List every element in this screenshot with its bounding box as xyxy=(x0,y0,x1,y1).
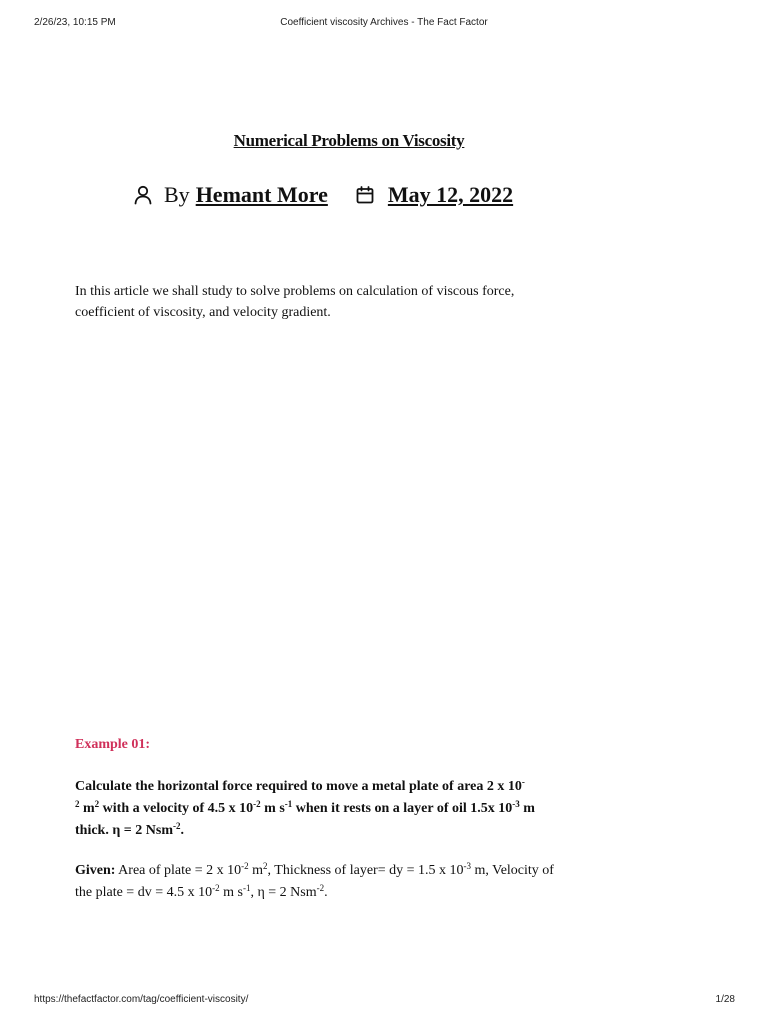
example-question: Calculate the horizontal force required to move a metal plate of area 2 x 10- $^2$ $m^2$ with a velocity of 4.5 x $10^{-2}$ m $s^{-1}$ when it rests on a layer of oil 1.5x $10^{-3}$ m thick. η = 2 Nsm$^{-2}$. xyxy=(75,777,535,838)
person-icon xyxy=(134,185,152,205)
byline xyxy=(134,179,513,211)
byline-by-label: By xyxy=(164,182,190,207)
article-title[interactable]: Numerical Problems on Viscosity xyxy=(233,131,465,150)
date-link[interactable]: May 12, 2022 xyxy=(387,182,514,207)
print-page-title: Coefficient viscosity Archives - The Fact Factor xyxy=(280,17,488,28)
print-url: https://thefactfactor.com/tag/coefficient-viscosity/ xyxy=(34,994,249,1005)
given-label: Given: xyxy=(75,863,116,878)
example-given: Given: Area of plate = 2 x $10^{-2}$ $m^2$, Thickness of layer= dy = 1.5 x $10^{-3}$ m, Velocity of the plate = dv = 4.5 x $10^{-2}$ m $s^{-1}$, η = 2 Nsm$^{-2}$. xyxy=(75,861,554,900)
author-link[interactable]: Hemant More xyxy=(195,182,328,207)
print-datetime: 2/26/23, 10:15 PM xyxy=(34,17,116,28)
print-page-number: 1/28 xyxy=(715,994,735,1005)
example-heading: Example 01: xyxy=(75,737,151,752)
calendar-icon xyxy=(356,186,374,204)
intro-line: In this article we shall study to solve problems on calculation of viscous force, xyxy=(75,284,515,299)
intro-paragraph xyxy=(75,281,635,323)
intro-line: coefficient of viscosity, and velocity gradient. xyxy=(75,305,331,320)
